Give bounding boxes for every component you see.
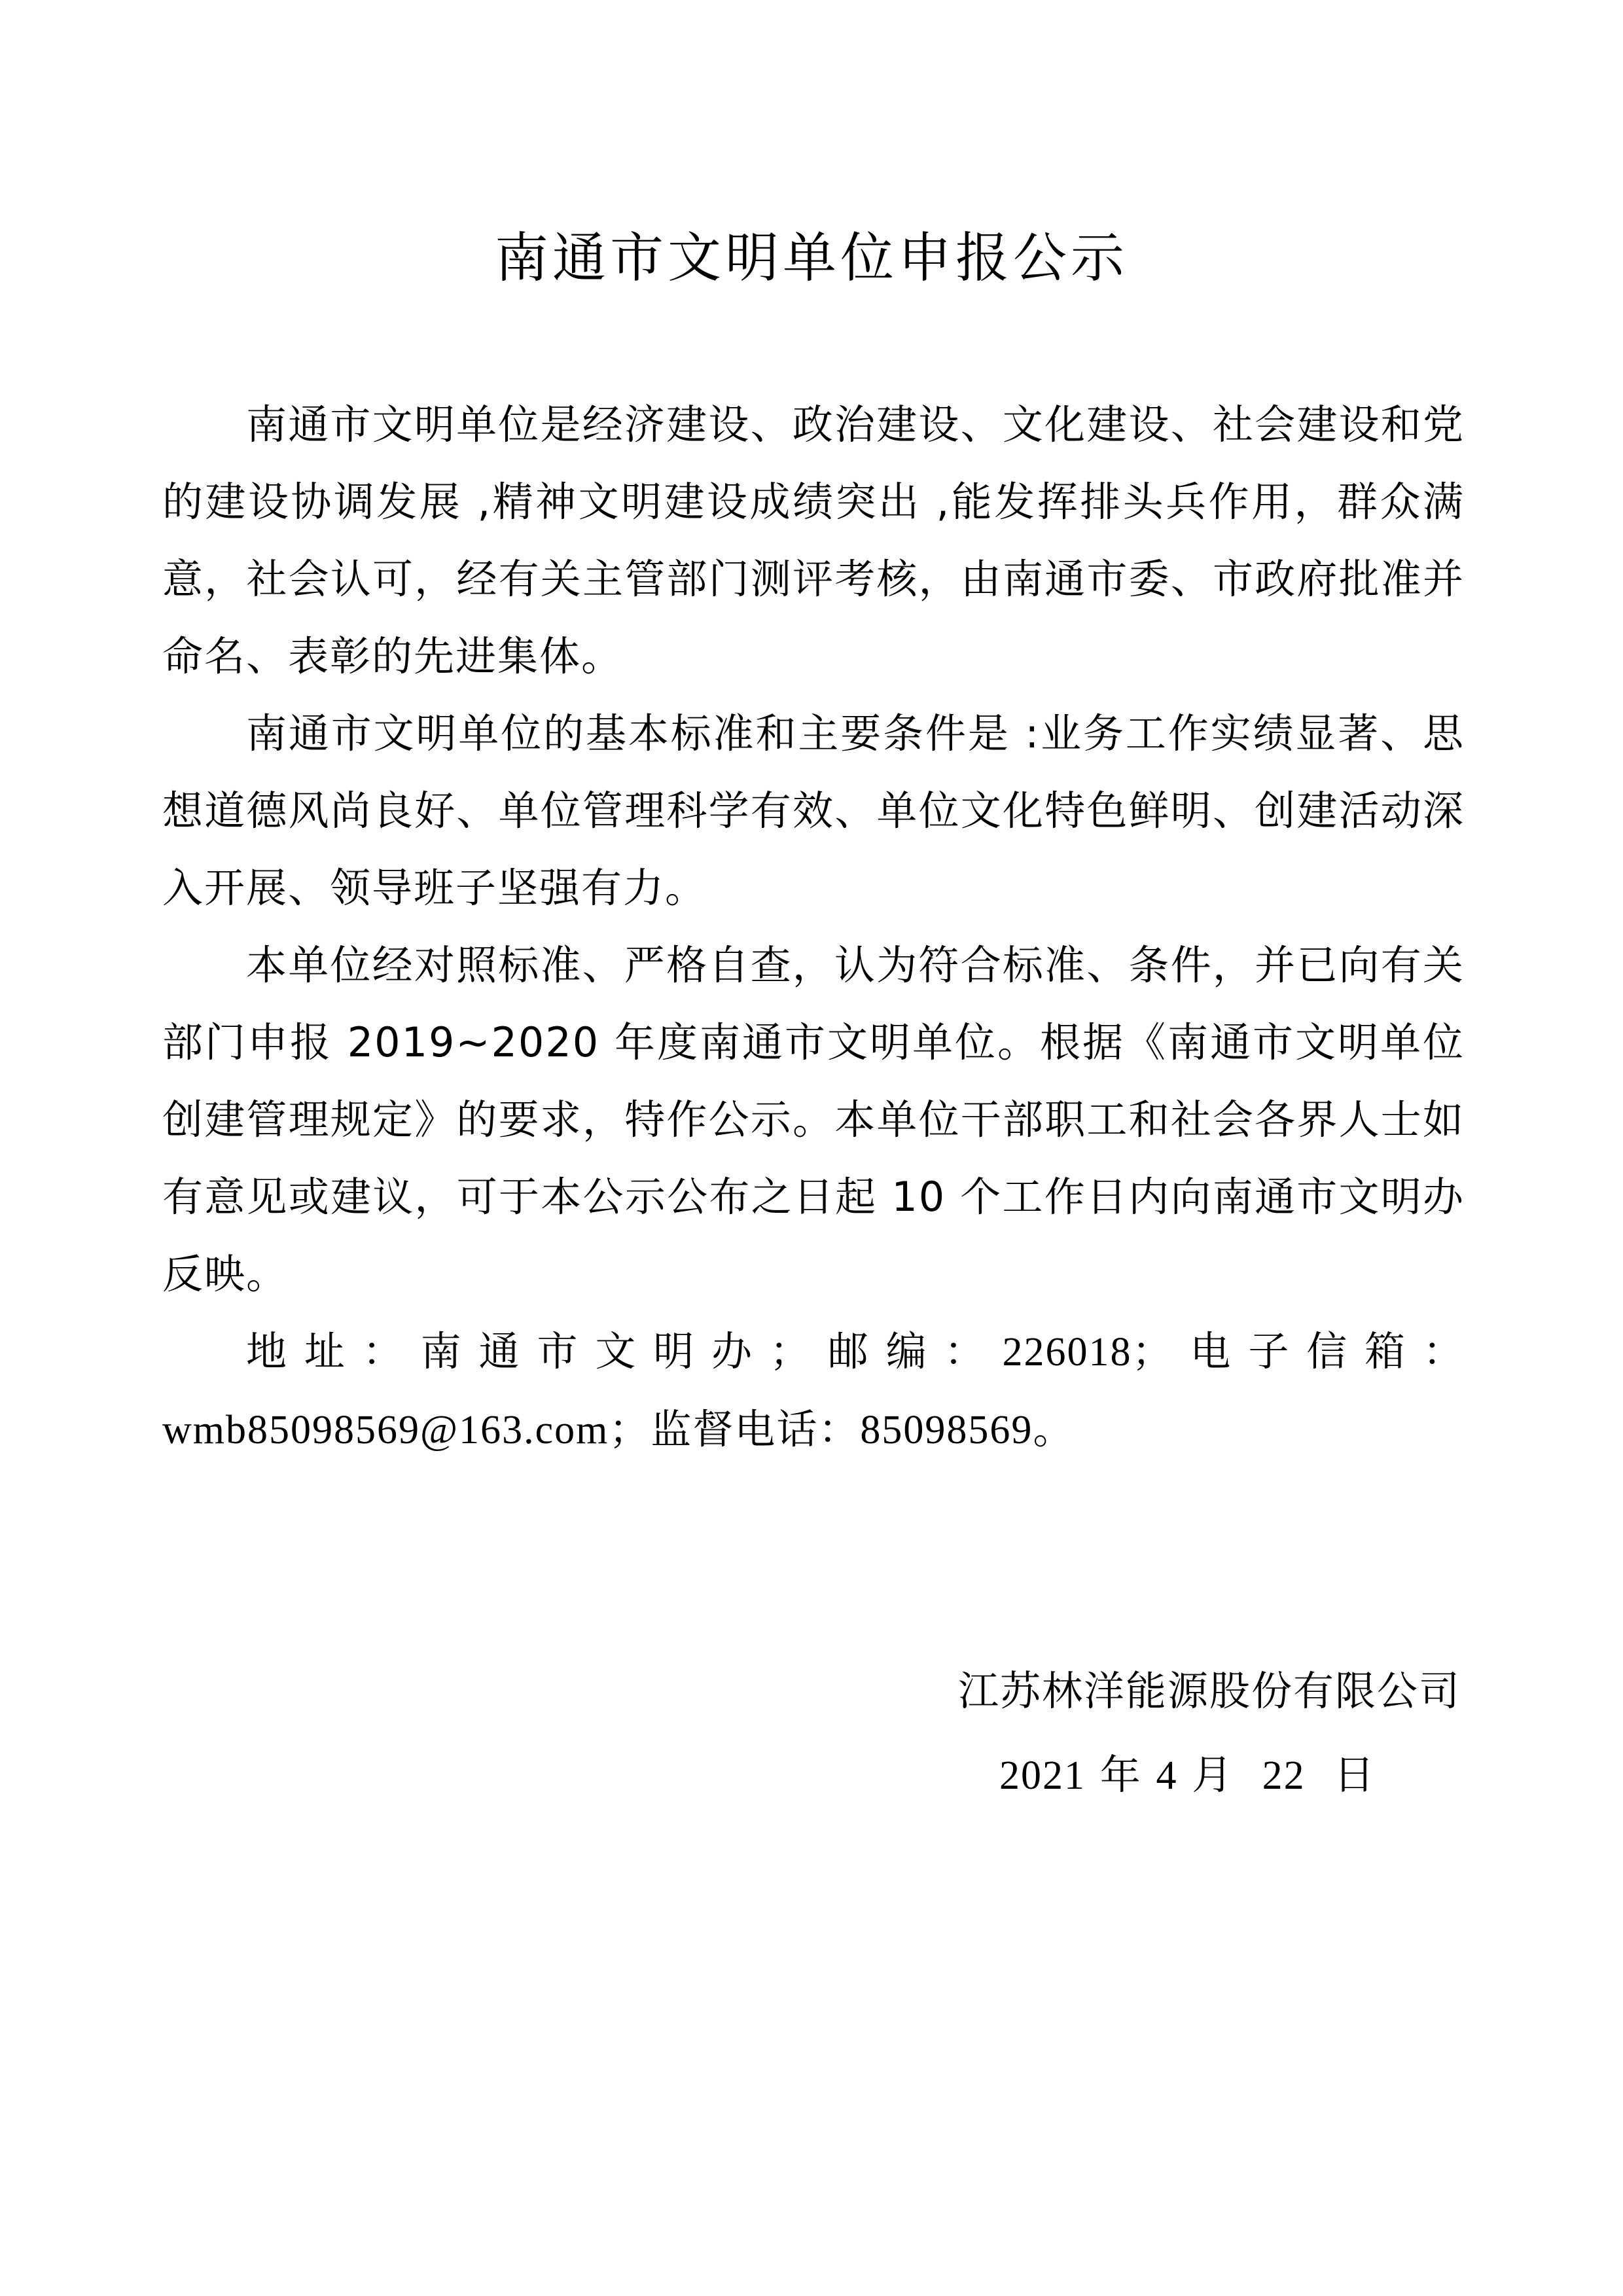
date-day: 22 <box>1262 1753 1306 1798</box>
signature-date <box>958 1733 1461 1818</box>
phone-value: 85098569 <box>860 1408 1033 1452</box>
paragraph-criteria: 南通市文明单位的基本标准和主要条件是 :业务工作实绩显著、思想道德风尚良好、单位管理科学有效、单位文化特色鲜明、创建活动深入开展、领导班子坚强有力。 <box>162 709 1465 912</box>
postcode-value: 226018 <box>1002 1330 1132 1374</box>
company-name: 江苏林洋能源股份有限公司 <box>957 1667 1461 1715</box>
date-day-unit: 日 <box>1305 1751 1376 1799</box>
paragraph-definition: 南通市文明单位是经济建设、政治建设、文化建设、社会建设和党的建设协调发展 ,精神文明建设成绩突出 ,能发挥排头兵作用，群众满意，社会认可，经有关主管部门测评考核，由南通市委、市政府批准并命名、表彰的先进集体。 <box>162 401 1465 680</box>
paragraph-declaration: 本单位经对照标准、严格自查，认为符合标准、条件，并已向有关部门申报 2019~2020 年度南通市文明单位。根据《南通市文明单位创建管理规定》的要求，特作公示。本单位干部职工和社会各界人士如有意见或建议，可于本公示公布之日起 10 个工作日内向南通市文明办反映。 <box>162 941 1465 1298</box>
paragraph-contact <box>162 1313 1465 1469</box>
date-month: 4 <box>1156 1753 1178 1798</box>
contact-end: 。 <box>1033 1405 1075 1453</box>
notice-body <box>162 386 1465 1469</box>
address-value: 南通市文明办 <box>420 1327 770 1375</box>
address-label: 地址： <box>246 1327 421 1375</box>
date-year: 2021 <box>999 1753 1086 1798</box>
signature-block <box>958 1649 1461 1818</box>
email-link[interactable]: wmb85098569@163.com <box>162 1408 609 1452</box>
email-label: ；电子信箱： <box>1132 1327 1465 1375</box>
postcode-label: ；邮编： <box>770 1327 1003 1375</box>
page-title: 南通市文明单位申报公示 <box>494 227 1128 289</box>
date-month-unit: 月 <box>1177 1751 1262 1799</box>
phone-label: ；监督电话： <box>609 1405 861 1453</box>
date-year-unit: 年 <box>1086 1751 1156 1799</box>
